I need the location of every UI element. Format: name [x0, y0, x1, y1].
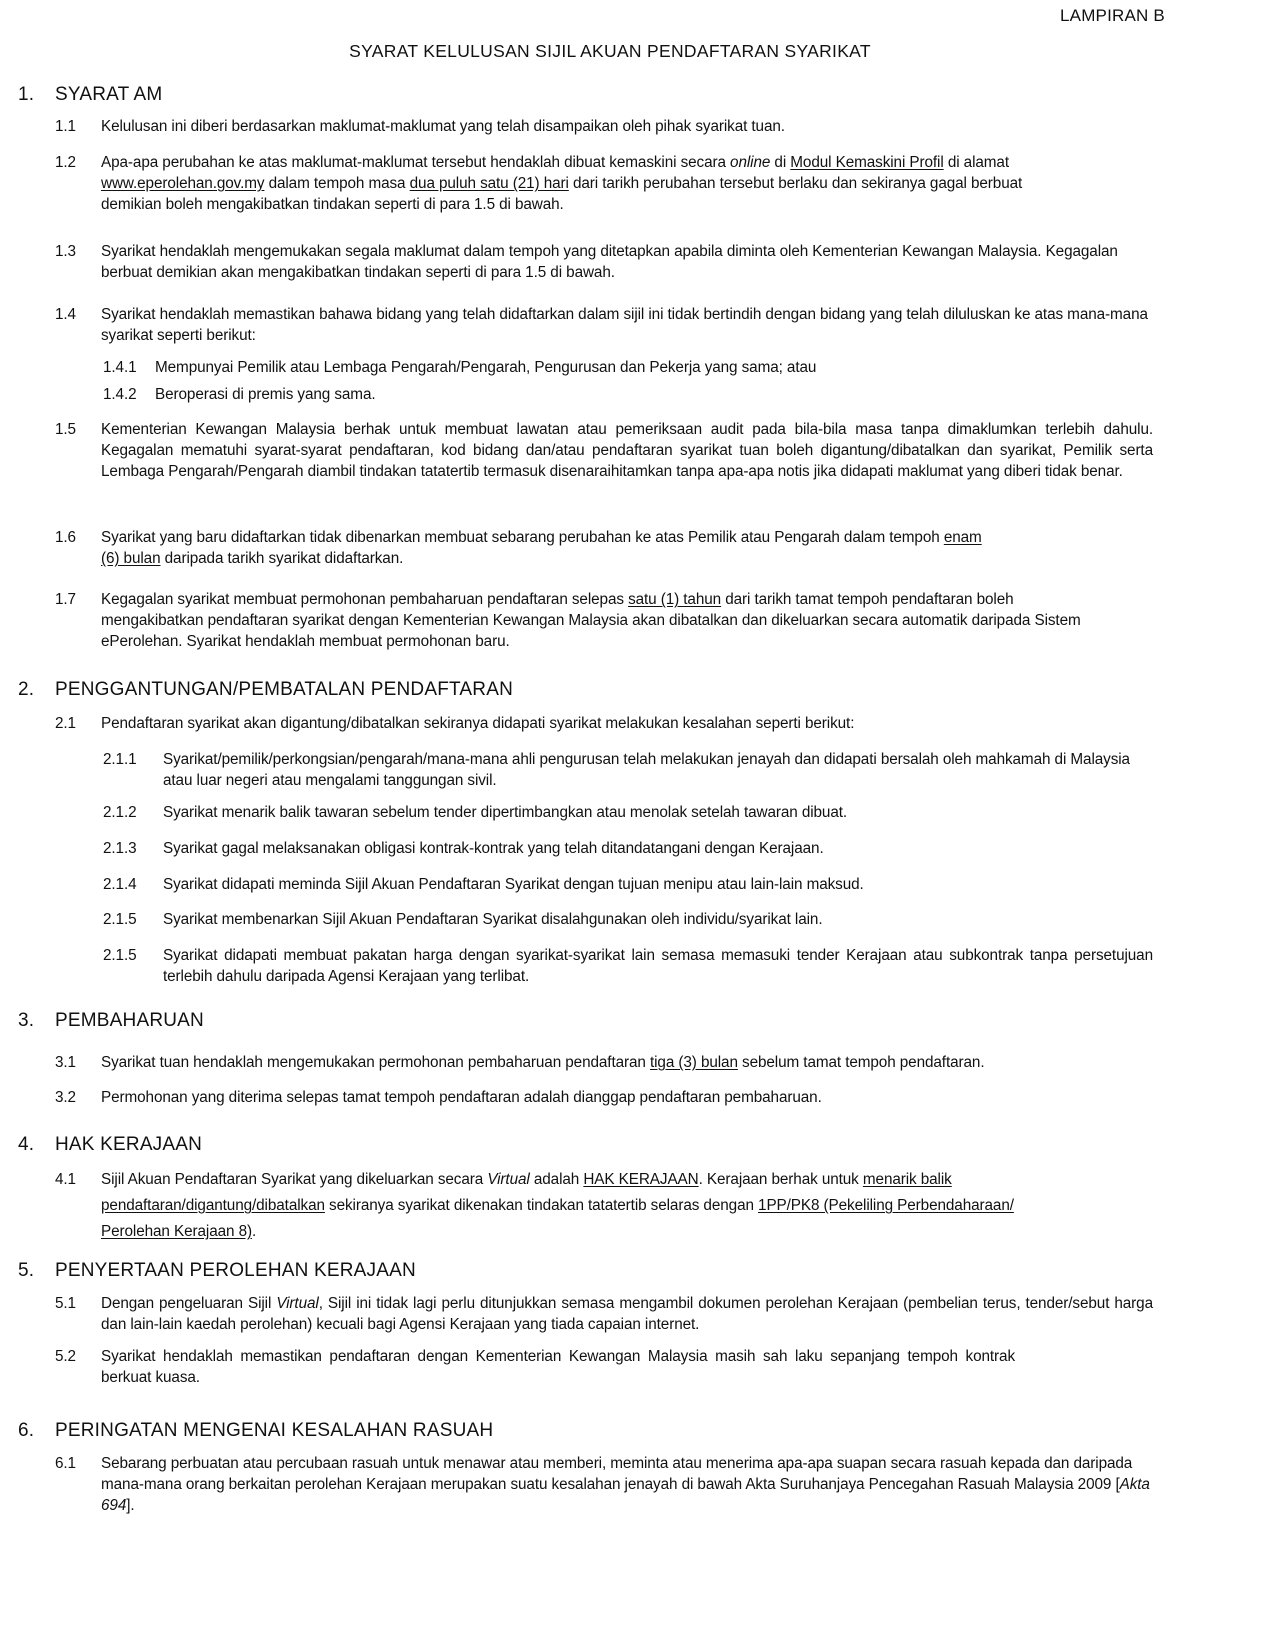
clause-number: 4.1 — [55, 1171, 76, 1188]
virtual-term: Virtual — [487, 1171, 530, 1188]
section-number: 5. — [18, 1260, 35, 1281]
clause-number: 2.1.5 — [103, 911, 137, 928]
clause-1-6 — [55, 527, 985, 569]
section-number: 1. — [18, 84, 35, 105]
section-heading-1 — [18, 84, 162, 106]
clause-number: 3.1 — [55, 1054, 76, 1071]
clause-2-1-5 — [103, 909, 1153, 930]
clause-number: 1.3 — [55, 243, 76, 260]
clause-text: Sijil Akuan Pendaftaran Syarikat yang dikeluarkan secara Virtual adalah HAK KERAJAAN. Kerajaan berhak untuk menarik balik pendaftaran/digantung/dibatalkan sekiranya syarikat dikenakan tindakan tatatertib selaras dengan 1PP/PK8 (Pekeliling Perbendaharaan/ Perolehan Kerajaan 8). — [101, 1171, 1014, 1240]
clause-1-1 — [55, 116, 1153, 137]
clause-text: Kegagalan syarikat membuat permohonan pembaharuan pendaftaran selepas satu (1) tahun dari tarikh tamat tempoh pendaftaran boleh mengakibatkan pendaftaran syarikat dengan Kementerian Kewangan Malaysia akan dibatalkan dan dikeluarkan secara automatik daripada Sistem ePerolehan. Syarikat hendaklah membuat permohonan baru. — [101, 591, 1081, 650]
clause-text: Syarikat/pemilik/perkongsian/pengarah/mana-mana ahli pengurusan telah melakukan jenayah dan didapati bersalah oleh mahkamah di Malaysia atau luar negeri atau mengalami tanggungan sivil. — [163, 751, 1130, 789]
clause-text: Syarikat didapati meminda Sijil Akuan Pendaftaran Syarikat dengan tujuan menipu atau lain-lain maksud. — [163, 876, 864, 893]
clause-number: 2.1.3 — [103, 840, 137, 857]
clause-text: Syarikat yang baru didaftarkan tidak dibenarkan membuat sebarang perubahan ke atas Pemilik atau Pengarah dalam tempoh enam (6) bulan daripada tarikh syarikat didaftarkan. — [101, 529, 982, 567]
clause-text: Syarikat hendaklah memastikan bahawa bidang yang telah didaftarkan dalam sijil ini tidak bertindih dengan bidang yang telah diluluskan ke atas mana-mana syarikat seperti berikut: — [101, 306, 1148, 344]
clause-6-1 — [55, 1453, 1153, 1516]
withdraw-text: menarik balik pendaftaran/digantung/dibatalkan — [101, 1171, 952, 1214]
clause-number: 2.1.2 — [103, 804, 137, 821]
section-title: HAK KERAJAAN — [55, 1134, 203, 1155]
section-number: 4. — [18, 1134, 35, 1155]
circular-reference: 1PP/PK8 (Pekeliling Perbendaharaan/ Perolehan Kerajaan 8) — [101, 1197, 1014, 1240]
clause-1-4-1 — [103, 357, 1153, 378]
online-term: online — [730, 154, 771, 171]
clause-1-5 — [55, 419, 1153, 482]
clause-number: 3.2 — [55, 1089, 76, 1106]
document-title: SYARAT KELULUSAN SIJIL AKUAN PENDAFTARAN SYARIKAT — [349, 41, 871, 61]
section-number: 6. — [18, 1420, 35, 1441]
section-title: PEMBAHARUAN — [55, 1010, 204, 1031]
clause-5-1 — [55, 1293, 1153, 1335]
act-reference: Akta 694 — [101, 1476, 1150, 1514]
clause-text: Syarikat gagal melaksanakan obligasi kontrak-kontrak yang telah ditandatangani dengan Kerajaan. — [163, 840, 824, 857]
clause-2-1-1 — [103, 749, 1153, 791]
clause-2-1-3 — [103, 838, 1153, 859]
appendix-label: LAMPIRAN B — [1060, 6, 1165, 25]
virtual-term: Virtual — [276, 1295, 319, 1312]
clause-number: 1.2 — [55, 154, 76, 171]
clause-2-1-2 — [103, 802, 1153, 823]
clause-number: 1.4 — [55, 306, 76, 323]
deadline-text: dua puluh satu (21) hari — [409, 175, 569, 192]
clause-2-1-5b — [103, 945, 1153, 987]
clause-text: Kelulusan ini diberi berdasarkan maklumat-maklumat yang telah disampaikan oleh pihak syarikat tuan. — [101, 118, 785, 135]
clause-1-4-2 — [103, 384, 1153, 405]
section-title: PERINGATAN MENGENAI KESALAHAN RASUAH — [55, 1420, 494, 1441]
section-heading-2 — [18, 679, 513, 701]
section-number: 2. — [18, 679, 35, 700]
section-number: 3. — [18, 1010, 35, 1031]
clause-number: 1.7 — [55, 591, 76, 608]
clause-number: 5.2 — [55, 1348, 76, 1365]
clause-1-7 — [55, 589, 1085, 652]
clause-text: Beroperasi di premis yang sama. — [155, 386, 376, 403]
clause-1-3 — [55, 241, 1153, 283]
clause-text: Sebarang perbuatan atau percubaan rasuah untuk menawar atau memberi, meminta atau menerima apa-apa suapan secara rasuah kepada dan daripada mana-mana orang berkaitan perolehan Kerajaan merupakan suatu kesalahan jenayah di bawah Akta Suruhanjaya Pencegahan Rasuah Malaysia 2009 [Akta 694]. — [101, 1455, 1150, 1514]
modul-kemaskini-link[interactable]: Modul Kemaskini Profil — [790, 154, 944, 171]
clause-text: Apa-apa perubahan ke atas maklumat-maklumat tersebut hendaklah dibuat kemaskini secara online di Modul Kemaskini Profil di alamat www.eperolehan.gov.my dalam tempoh masa dua puluh satu (21) hari dari tarikh perubahan tersebut berlaku dan sekiranya gagal berbuat demikian boleh mengakibatkan tindakan seperti di para 1.5 di bawah. — [101, 154, 1023, 213]
deadline-text: tiga (3) bulan — [649, 1054, 738, 1071]
clause-number: 2.1.1 — [103, 751, 137, 768]
clause-number: 1.4.1 — [103, 359, 137, 376]
clause-number: 2.1.4 — [103, 876, 137, 893]
section-heading-4 — [18, 1134, 202, 1156]
section-title: PENYERTAAN PEROLEHAN KERAJAAN — [55, 1260, 416, 1281]
deadline-text: satu (1) tahun — [628, 591, 722, 608]
clause-text: Syarikat didapati membuat pakatan harga dengan syarikat-syarikat lain semasa memasuki tender Kerajaan atau subkontrak tanpa persetujuan terlebih dahulu daripada Agensi Kerajaan yang terlibat. — [163, 947, 1153, 985]
clause-text: Syarikat menarik balik tawaran sebelum tender dipertimbangkan atau menolak setelah tawaran dibuat. — [163, 804, 848, 821]
clause-number: 5.1 — [55, 1295, 76, 1312]
clause-number: 6.1 — [55, 1455, 76, 1472]
clause-2-1-4 — [103, 874, 1153, 895]
section-title: SYARAT AM — [55, 84, 163, 105]
clause-number: 2.1.5 — [103, 947, 137, 964]
section-heading-6 — [18, 1420, 493, 1442]
clause-number: 2.1 — [55, 715, 76, 732]
clause-number: 1.5 — [55, 421, 76, 438]
deadline-text: enam (6) bulan — [101, 529, 982, 567]
clause-text: Syarikat tuan hendaklah mengemukakan permohonan pembaharuan pendaftaran tiga (3) bulan sebelum tamat tempoh pendaftaran. — [101, 1054, 985, 1071]
section-heading-3 — [18, 1010, 204, 1032]
clause-text: Kementerian Kewangan Malaysia berhak untuk membuat lawatan atau pemeriksaan audit pada bila-bila masa tanpa dimaklumkan terlebih dahulu. Kegagalan mematuhi syarat-syarat pendaftaran, kod bidang dan/atau pendaftaran syarikat tuan boleh digantung/dibatalkan dan syarikat, Pemilik serta Lembaga Pengarah/Pengarah diambil tindakan tatatertib termasuk disenaraihitamkan tanpa apa-apa notis jika didapati maklumat yang diberi tidak benar. — [101, 421, 1153, 480]
clause-1-4 — [55, 304, 1153, 346]
clause-number: 1.4.2 — [103, 386, 137, 403]
clause-text: Pendaftaran syarikat akan digantung/dibatalkan sekiranya didapati syarikat melakukan kesalahan seperti berikut: — [101, 715, 855, 732]
clause-text: Dengan pengeluaran Sijil Virtual, Sijil ini tidak lagi perlu ditunjukkan semasa mengambil dokumen perolehan Kerajaan (pembelian terus, tender/sebut harga dan lain-lain kaedah perolehan) kecuali bagi Agensi Kerajaan yang tiada capaian internet. — [101, 1295, 1153, 1333]
clause-3-2 — [55, 1087, 1153, 1108]
clause-text: Syarikat hendaklah memastikan pendaftaran dengan Kementerian Kewangan Malaysia masih sah laku sepanjang tempoh kontrak berkuat kuasa. — [101, 1348, 1015, 1386]
clause-2-1 — [55, 713, 1153, 734]
clause-number: 1.1 — [55, 118, 76, 135]
section-title: PENGGANTUNGAN/PEMBATALAN PENDAFTARAN — [55, 679, 513, 700]
clause-text: Permohonan yang diterima selepas tamat tempoh pendaftaran adalah dianggap pendaftaran pembaharuan. — [101, 1089, 822, 1106]
clause-4-1 — [55, 1167, 1085, 1245]
clause-1-2 — [55, 152, 1055, 215]
hak-kerajaan-text: HAK KERAJAAN — [583, 1171, 699, 1188]
clause-number: 1.6 — [55, 529, 76, 546]
section-heading-5 — [18, 1260, 416, 1282]
clause-text: Syarikat membenarkan Sijil Akuan Pendaftaran Syarikat disalahgunakan oleh individu/syarikat lain. — [163, 911, 823, 928]
clause-text: Mempunyai Pemilik atau Lembaga Pengarah/Pengarah, Pengurusan dan Pekerja yang sama; atau — [155, 359, 817, 376]
eperolehan-url-link[interactable]: www.eperolehan.gov.my — [101, 175, 265, 192]
clause-text: Syarikat hendaklah mengemukakan segala maklumat dalam tempoh yang ditetapkan apabila diminta oleh Kementerian Kewangan Malaysia. Kegagalan berbuat demikian akan mengakibatkan tindakan seperti di para 1.5 di bawah. — [101, 243, 1118, 281]
clause-3-1 — [55, 1052, 1153, 1073]
clause-5-2 — [55, 1346, 1015, 1388]
